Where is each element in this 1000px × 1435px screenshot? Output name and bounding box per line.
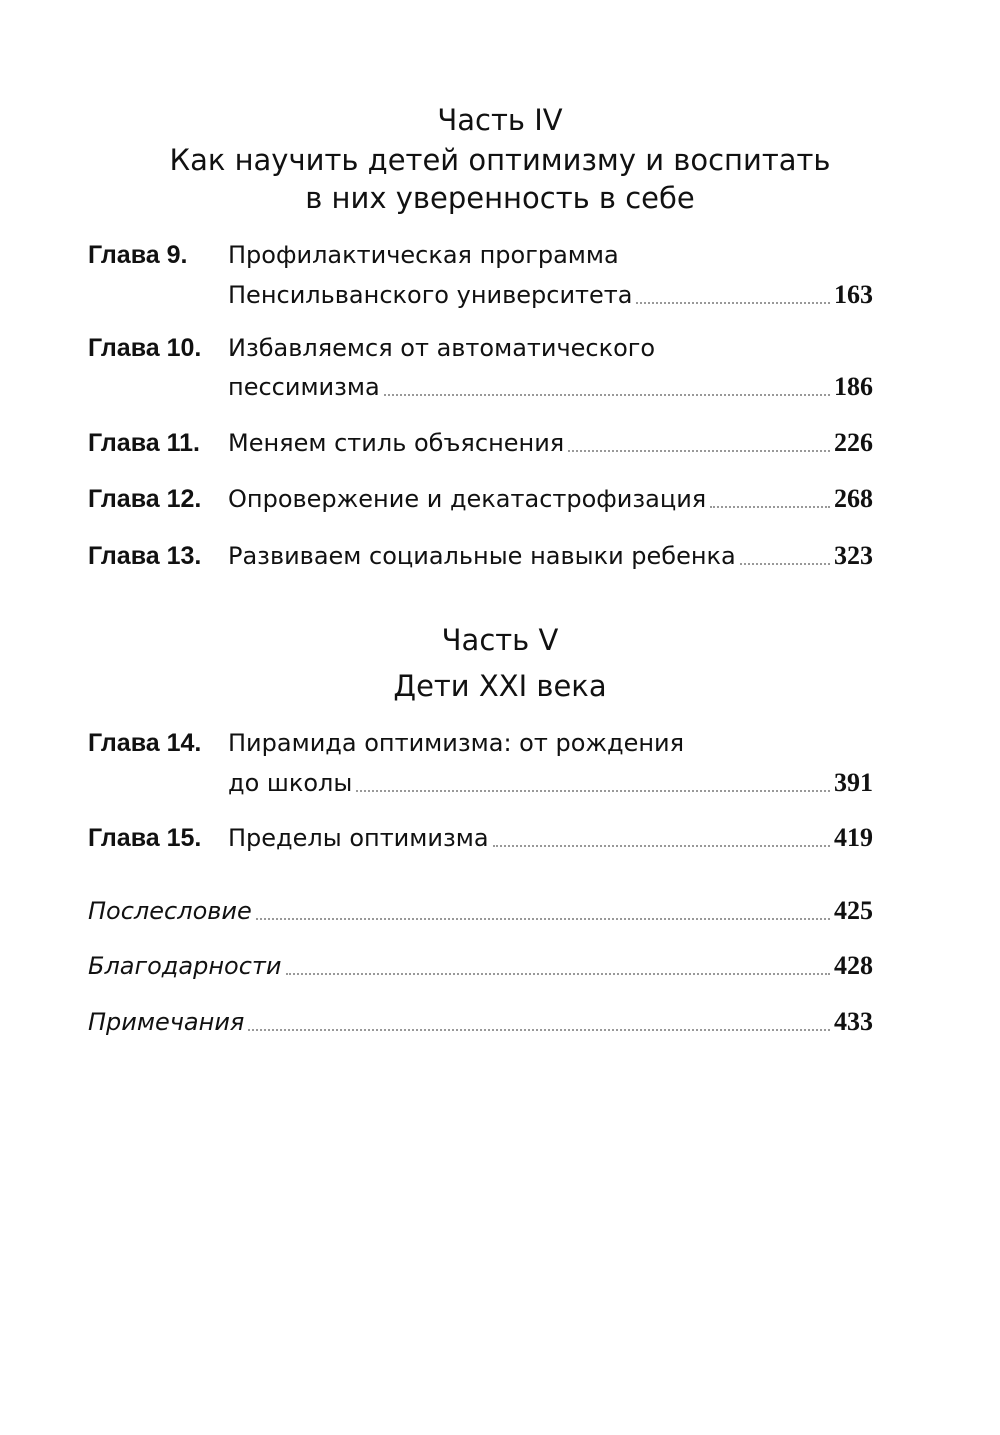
toc-entry-ch9-cont[interactable] [88, 276, 873, 314]
dot-leader [256, 918, 830, 920]
dot-leader [740, 563, 830, 565]
chapter-label: Глава 12. [88, 485, 202, 513]
toc-entry-afterword[interactable] [88, 892, 873, 930]
toc-entry-ch10-cont[interactable] [88, 368, 873, 406]
page-number: 419 [834, 823, 873, 852]
chapter-title: Развиваем социальные навыки ребенка [228, 542, 736, 570]
chapter-title-cont: до школы [228, 769, 353, 797]
toc-entry-ch10[interactable] [88, 329, 873, 367]
toc-entry-ch14-cont[interactable] [88, 764, 873, 802]
dot-leader [636, 302, 830, 304]
chapter-title-cont: Пенсильванского университета [228, 281, 633, 309]
part-4-subtitle-2: в них уверенность в себе [305, 181, 695, 215]
toc-entry-ch9[interactable] [88, 236, 873, 274]
toc-entry-ch15[interactable] [88, 819, 873, 857]
page-number: 428 [834, 951, 873, 980]
page-number: 268 [834, 484, 873, 513]
dot-leader [493, 845, 830, 847]
page-number: 391 [834, 768, 873, 797]
section-title: Послесловие [88, 897, 252, 925]
toc-entry-acknowledgements[interactable] [88, 947, 873, 985]
chapter-label: Глава 10. [88, 334, 202, 362]
toc-entry-ch13[interactable] [88, 537, 873, 575]
dot-leader [286, 973, 831, 975]
page-number: 226 [834, 428, 873, 457]
chapter-label: Глава 11. [88, 429, 200, 457]
toc-entry-ch12[interactable] [88, 480, 873, 518]
chapter-label: Глава 9. [88, 241, 188, 269]
dot-leader [356, 790, 830, 792]
toc-entry-ch11[interactable] [88, 424, 873, 462]
section-title: Благодарности [88, 952, 282, 980]
part-4-subtitle-1: Как научить детей оптимизму и воспитать [169, 143, 831, 177]
page-number: 186 [834, 372, 873, 401]
dot-leader [568, 450, 830, 452]
chapter-title: Пределы оптимизма [228, 824, 489, 852]
part-5-subtitle: Дети XXI века [393, 669, 607, 703]
chapter-label: Глава 15. [88, 824, 202, 852]
section-title: Примечания [88, 1008, 245, 1036]
dot-leader [384, 394, 830, 396]
chapter-title: Опровержение и декатастрофизация [228, 485, 707, 513]
chapter-title: Меняем стиль объяснения [228, 429, 565, 457]
toc-entry-notes[interactable] [88, 1003, 873, 1041]
page-number: 323 [834, 541, 873, 570]
chapter-label: Глава 13. [88, 542, 202, 570]
dot-leader [710, 506, 830, 508]
chapter-title: Избавляемся от автоматического [228, 334, 656, 362]
page-number: 425 [834, 896, 873, 925]
chapter-title-cont: пессимизма [228, 373, 380, 401]
chapter-title: Пирамида оптимизма: от рождения [228, 729, 685, 757]
chapter-label: Глава 14. [88, 729, 202, 757]
part-4-title: Часть IV [437, 103, 563, 137]
chapter-title: Профилактическая программа [228, 241, 619, 269]
page-number: 163 [834, 280, 873, 309]
page-number: 433 [834, 1007, 873, 1036]
part-5-title: Часть V [441, 623, 559, 657]
dot-leader [248, 1029, 830, 1031]
toc-entry-ch14[interactable] [88, 724, 873, 762]
